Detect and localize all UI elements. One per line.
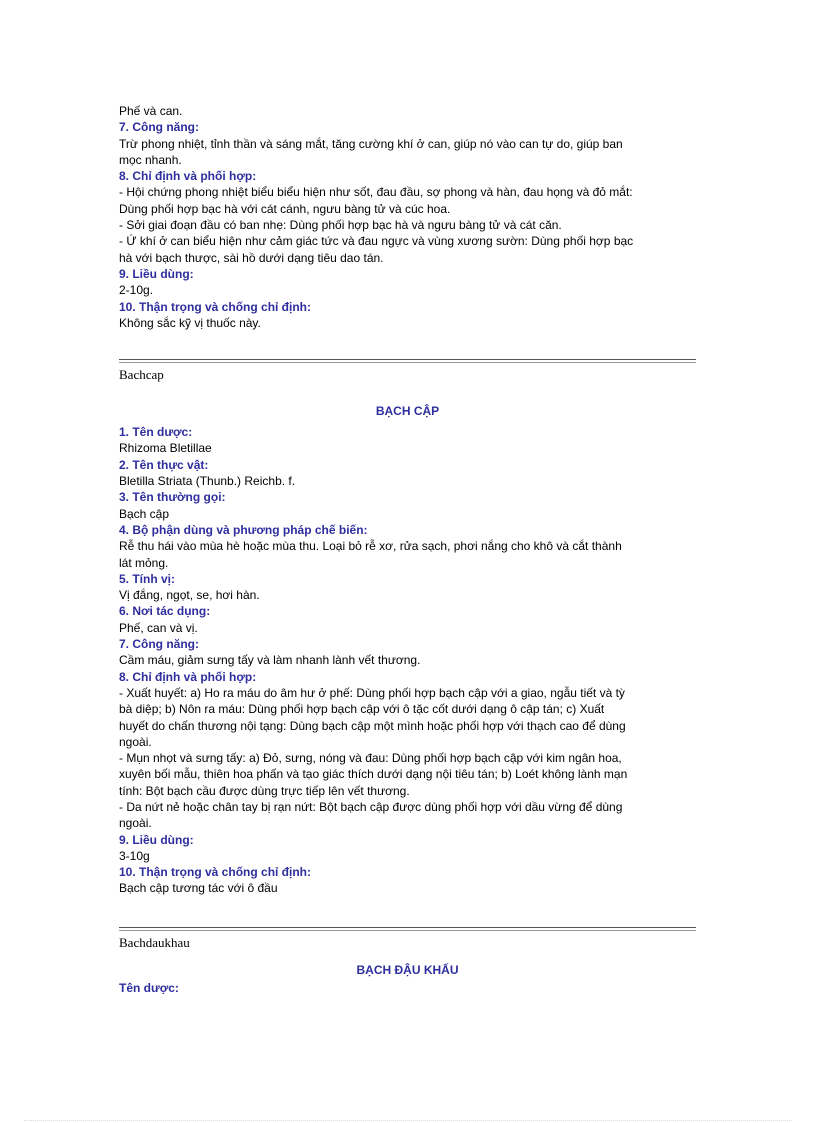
text-line: Bạch cập [119,506,170,521]
file-label: Bachdaukhau [119,934,190,950]
text-line: ngoài. [119,816,152,831]
text-line: 2-10g. [119,283,154,298]
heading-lieu-dung: 9. Liều dùng: [119,266,194,281]
text-line: huyết do chấn thương nội tạng: Dùng bạch cập một mình hoặc phối hợp với thạch cao để dùng [119,718,626,733]
text-line: - Mụn nhọt và sưng tấy: a) Đỏ, sưng, nóng và đau: Dùng phối hợp bạch cập với kim ngân hoa, [119,751,622,766]
section-title: BẠCH CẬP [375,404,440,419]
heading-cong-nang: 7. Công năng: [119,637,199,652]
heading-ten-thuong-goi: 3. Tên thường gọi: [119,490,226,505]
heading-lieu-dung: 9. Liều dùng: [119,832,194,847]
text-line: - Ứ khí ở can biểu hiện như cảm giác tức và đau ngực và vùng xương sườn: Dùng phối hợp bạc [119,234,634,249]
text-line: - Da nứt nẻ hoặc chân tay bị rạn nứt: Bột bạch cập được dùng phối hợp với dầu vừng để dùng [119,799,623,814]
section-title: BẠCH ĐẬU KHẤU [356,962,459,977]
text-line: Trừ phong nhiệt, tỉnh thần và sáng mắt, tăng cường khí ở can, giúp nó vào can tự do, giúp ban [119,136,623,151]
heading-noi-tac-dung: 6. Nơi tác dụng: [119,604,211,619]
text-line: Không sắc kỹ vị thuốc này. [119,315,261,330]
heading-chi-dinh: 8. Chỉ định và phối hợp: [119,669,257,684]
heading-ten-duoc: 1. Tên dược: [119,425,193,440]
section-bach-cap [119,424,696,897]
text-line: Phế và can. [119,104,183,118]
text-line: hà với bạch thược, sài hồ dưới dạng tiêu dao tán. [119,250,384,265]
heading-bo-phan-dung: 4. Bộ phận dùng và phương pháp chế biến: [119,522,368,537]
text-line: xuyên bối mẫu, thiên hoa phấn và tạo giác thích dưới dạng nội tiêu tán; b) Loét không lành mạn [119,767,628,782]
heading-chi-dinh: 8. Chỉ định và phối hợp: [119,169,257,184]
file-label: Bachcap [119,367,164,383]
text-line: Cầm máu, giảm sưng tấy và làm nhanh lành vết thương. [119,653,421,668]
text-line: Vị đắng, ngọt, se, hơi hàn. [119,588,260,603]
heading-ten-thuc-vat: 2. Tên thực vật: [119,457,209,472]
heading-tinh-vi: 5. Tính vị: [119,571,176,586]
text-line: Phế, can và vị. [119,620,198,635]
heading-cong-nang: 7. Công năng: [119,120,199,135]
section-divider [119,927,696,931]
page-bottom-border [24,1120,792,1121]
text-line: Rhizoma Bletillae [119,441,212,456]
text-line: mọc nhanh. [119,152,182,167]
section-bac-ha-tail [119,103,696,331]
text-line: - Sởi giai đoạn đầu có ban nhẹ: Dùng phối hợp bạc hà và ngưu bàng tử và cát căn. [119,218,562,233]
document-page [119,103,696,996]
text-line: ngoài. [119,734,152,749]
heading-than-trong: 10. Thận trọng và chống chỉ định: [119,865,312,880]
text-line: Bạch cập tương tác với ô đầu [119,881,278,896]
text-line: Rễ thu hái vào mùa hè hoặc mùa thu. Loại bỏ rễ xơ, rửa sạch, phơi nắng cho khô và cắt thành [119,539,622,554]
text-line: - Hội chứng phong nhiệt biểu biểu hiện như sốt, đau đầu, sợ phong và hàn, đau họng và đỏ mắt: [119,185,633,200]
text-line: Dùng phối hợp bạc hà với cát cánh, ngưu bàng tử và cúc hoa. [119,201,451,216]
text-line: bà diệp; b) Nôn ra máu: Dùng phối hợp bạch cập với ô tặc cốt dưới dạng ô cập tán; c) Xuất [119,702,605,717]
text-line: - Xuất huyết: a) Ho ra máu do âm hư ở phế: Dùng phối hợp bạch cập với a giao, ngẫu tiết và tỳ [119,685,625,700]
text-line: Bletilla Striata (Thunb.) Reichb. f. [119,474,296,489]
text-line: 3-10g [119,848,150,863]
text-line: lát mỏng. [119,555,169,570]
section-divider [119,359,696,363]
heading-ten-duoc: Tên dược: [119,980,179,995]
heading-than-trong: 10. Thận trọng và chống chỉ định: [119,299,312,314]
text-line: tính: Bột bạch cầu được dùng trực tiếp lên vết thương. [119,783,410,798]
